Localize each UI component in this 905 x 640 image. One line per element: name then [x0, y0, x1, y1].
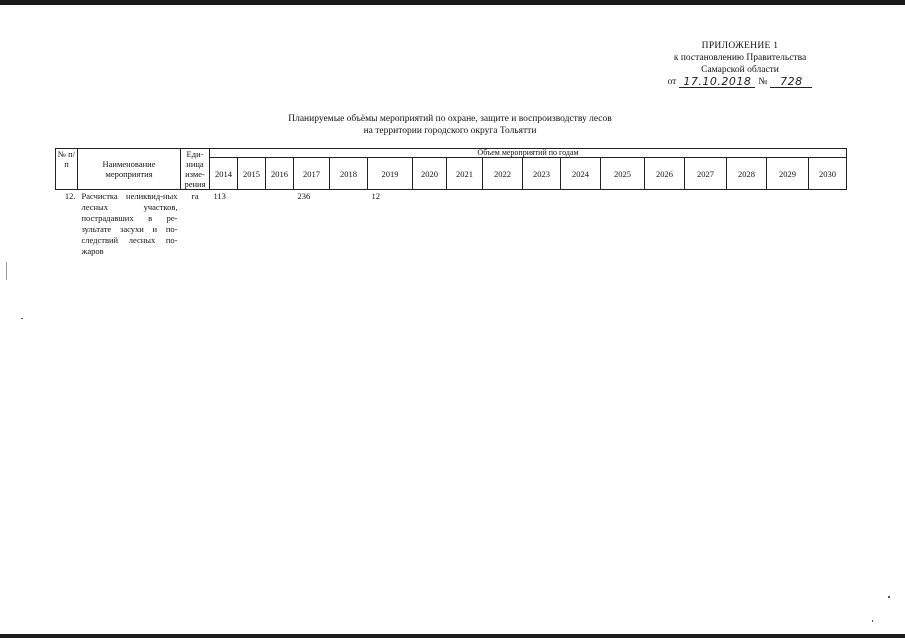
header-year: 2018	[330, 158, 368, 190]
appendix-block	[640, 40, 840, 88]
header-number: № п/п	[56, 149, 78, 190]
header-year: 2019	[368, 158, 413, 190]
row-name: Расчистка неликвид-ных лесных участков, пострадавших в ре-зультате засухи и по-следствий лесных по-жаров	[81, 191, 178, 256]
header-year: 2030	[809, 158, 847, 190]
row-value	[413, 190, 447, 258]
handwritten-date: 17.10.2018	[679, 76, 755, 88]
row-value	[601, 190, 645, 258]
row-value	[238, 190, 266, 258]
row-value	[523, 190, 561, 258]
number-label: №	[758, 77, 768, 87]
row-value	[645, 190, 685, 258]
row-value	[727, 190, 767, 258]
header-years-group: Объем мероприятий по годам	[210, 149, 847, 158]
header-year: 2029	[767, 158, 809, 190]
appendix-date-number-line	[640, 76, 840, 88]
header-unit: Еди-ница изме-рения	[181, 149, 210, 190]
row-value	[330, 190, 368, 258]
header-year: 2024	[561, 158, 601, 190]
row-value	[266, 190, 294, 258]
handwritten-number: 728	[770, 76, 812, 88]
header-year: 2020	[413, 158, 447, 190]
row-value	[447, 190, 483, 258]
row-value	[483, 190, 523, 258]
header-year: 2021	[447, 158, 483, 190]
row-value: 236	[297, 191, 311, 201]
header-year: 2026	[645, 158, 685, 190]
appendix-line-1: к постановлению Правительства	[673, 53, 807, 63]
header-year: 2025	[601, 158, 645, 190]
row-value	[809, 190, 847, 258]
from-label: от	[667, 77, 677, 87]
header-year: 2028	[727, 158, 767, 190]
row-value: 12	[371, 191, 380, 201]
header-year: 2023	[523, 158, 561, 190]
appendix-title: ПРИЛОЖЕНИЕ 1	[701, 41, 779, 51]
scan-speck	[872, 620, 873, 622]
header-year: 2022	[483, 158, 523, 190]
header-year: 2027	[685, 158, 727, 190]
document-title-line-1: Планируемые объёмы мероприятий по охране, защите и воспроизводству лесов	[288, 114, 612, 124]
row-unit: га	[191, 191, 199, 201]
row-value	[767, 190, 809, 258]
row-value	[561, 190, 601, 258]
appendix-line-2: Самарской области	[701, 65, 779, 75]
row-number: 12.	[64, 191, 76, 201]
row-value: 113	[213, 191, 226, 201]
document-title	[200, 113, 700, 137]
document-title-line-2: на территории городского округа Тольятти	[363, 126, 537, 136]
scan-speck	[6, 262, 7, 280]
header-year: 2015	[238, 158, 266, 190]
scan-border-bottom	[0, 634, 905, 638]
header-name: Наименование мероприятия	[78, 149, 181, 190]
row-value	[685, 190, 727, 258]
table-row	[56, 190, 847, 258]
header-year: 2017	[294, 158, 330, 190]
plan-table	[55, 148, 847, 257]
scan-speck	[21, 318, 23, 319]
header-year: 2016	[266, 158, 294, 190]
header-year: 2014	[210, 158, 238, 190]
scan-speck	[888, 596, 890, 598]
scan-border-top	[0, 0, 905, 5]
